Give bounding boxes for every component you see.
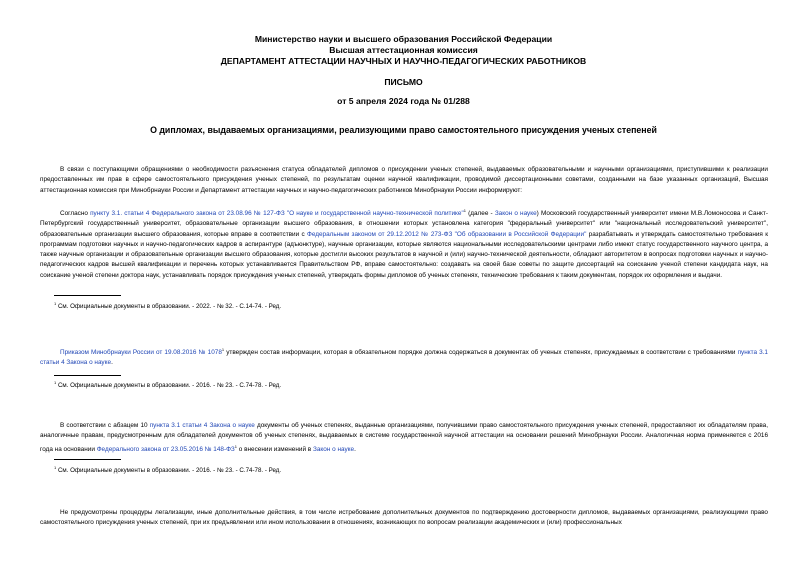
document-subject: О дипломах, выдаваемых организациями, реализующими право самостоятельного присуждения ученых степеней xyxy=(150,125,657,135)
article-4-link[interactable]: пункта 3.1 статьи 4 Закона о науке xyxy=(149,422,255,429)
footnote-3 xyxy=(54,465,281,474)
department-name: ДЕПАРТАМЕНТ АТТЕСТАЦИИ НАУЧНЫХ И НАУЧНО-ПЕДАГОГИЧЕСКИХ РАБОТНИКОВ xyxy=(220,56,587,66)
p3-text-2: . xyxy=(111,359,113,367)
ministry-name: Министерство науки и высшего образования Российской Федерации xyxy=(254,34,553,44)
article-4-link[interactable]: пункта 3.1 статьи 4 Закона о науке xyxy=(40,349,768,367)
paragraph-2 xyxy=(40,206,768,281)
p4-text-2: документы об ученых степенях, выданные организациями, получившими право самостоятельного присуждения ученых степеней, предоставляют их обладателям права, аналогичные правам, предусмотренным для обладателей документов об ученых степенях, выдаваемых в системе государственной научной аттестации на основании решений Минобрнауки России. Аналогичная норма применяется с 2016 года на основании xyxy=(40,422,768,453)
footnote-text: См. Официальные документы в образовании. - 2016. - № 23. - С.74-78. - Ред. xyxy=(56,382,282,389)
paragraph-5 xyxy=(40,508,768,529)
paragraph-5-text: Не предусмотрены процедуры легализации, иные дополнительные действия, в том числе истребование дополнительных документов по подтверждению достоверности дипломов, выдаваемых организациями, реализующими право самостоятельного присуждения ученых степеней, при их предъявлении или ином использовании в отношениях, возникающих по вопросам реализации академических и (или) профессиональных xyxy=(40,509,768,527)
footnote-mark: 1 xyxy=(54,301,57,306)
science-law-link[interactable]: Закон о науке xyxy=(312,445,355,453)
footnote-mark: 1 xyxy=(234,443,238,449)
p2-text-2: (далее - xyxy=(465,210,495,217)
p4-text-1: В соответствии с абзацем 10 xyxy=(60,422,150,429)
science-law-link[interactable]: Закон о науке xyxy=(494,210,537,217)
law-273fz-link[interactable]: Федеральным законом от 29.12.2012 № 273-ФЗ "Об образовании в Российской Федерации" xyxy=(306,230,587,238)
p2-text-3: ) Московский государственный университет имени М.В.Ломоносова и Санкт-Петербургский государственный университет, образовательные организации высшего образования, в отношении которых установлена категория "федеральный университет" или "национальный исследовательский университет", образовательные организации высшего образования, которые вправе в соответствии с xyxy=(40,210,768,238)
footnote-mark: 1 xyxy=(54,465,57,470)
footnote-mark: 1 xyxy=(221,347,225,352)
p2-text-1: Согласно xyxy=(60,210,91,217)
footnote-separator xyxy=(54,459,121,460)
p4-text-3: о внесении изменений в xyxy=(237,445,313,453)
law-148fz-link[interactable]: Федерального закона от 23.05.2016 № 148-ФЗ xyxy=(96,445,235,453)
p3-text-1: утвержден состав информации, которая в обязательном порядке должна содержаться в документах об ученых степенях, присуждаемых в соответствии с требованиями xyxy=(224,349,738,356)
p4-text-4: . xyxy=(354,445,356,453)
footnote-2 xyxy=(54,380,281,389)
law-127fz-link[interactable]: пункту 3.1. статьи 4 Федерального закона от 23.08.96 № 127-ФЗ "О науке и государственной научно-технической политике" xyxy=(90,210,464,217)
paragraph-3 xyxy=(40,345,768,369)
paragraph-1-text: В связи с поступающими обращениями о необходимости разъяснения статуса обладателей дипломов о присуждении ученых степеней, выдаваемых образовательными и научными организациями, приступившими к реализации предоставленных им прав в сфере самостоятельного присуждения ученых степеней, по результатам оценки научной квалификации, проводимой диссертационными советами, созданными на базе указанных организаций, Высшая аттестационная комиссия при Минобрнауки России и Департамент аттестации научных и научно-педагогических работников Минобрнауки России информируют: xyxy=(40,166,768,194)
p2-text-4: разрабатывать и утверждать самостоятельно требования к программам подготовки научных и научно-педагогических кадров в аспирантуре (адъюнктуре), научные организации, которые являются национальными исследовательскими центрами либо имеют статус государственного научного центра, а также научные организации и образовательные организации высшего образования, которые достигли высоких результатов в научной и (или) научно-технической деятельности, обладают авторитетом в вопросах подготовки научных и научно-педагогических кадров высшей квалификации и перечень которых устанавливается Правительством РФ, вправе самостоятельно: создавать на своей базе советы по защите диссертаций на соискание ученой степени кандидата наук, на соискание ученой степени доктора наук, устанавливать порядок присуждения ученых степеней, утверждать формы дипломов об ученых степенях, технические требования к таким документам, порядок их оформления и выдачи. xyxy=(40,230,768,279)
commission-name: Высшая аттестационная комиссия xyxy=(329,45,478,55)
document-type: ПИСЬМО xyxy=(384,77,423,87)
paragraph-1 xyxy=(40,165,768,196)
paragraph-4 xyxy=(40,421,768,455)
footnote-separator xyxy=(54,295,121,296)
footnote-text: См. Официальные документы в образовании. - 2016. - № 23. - С.74-78. - Ред. xyxy=(56,467,282,474)
footnote-1 xyxy=(54,301,281,310)
footnote-separator xyxy=(54,375,121,376)
footnote-text: См. Официальные документы в образовании. - 2022. - № 32. - С.14-74. - Ред. xyxy=(56,303,282,310)
document-date-number: от 5 апреля 2024 года № 01/288 xyxy=(337,96,470,106)
footnote-mark: 1 xyxy=(463,208,466,213)
order-1078-link[interactable]: Приказом Минобрнауки России от 19.08.2016 № 1078 xyxy=(60,349,222,356)
footnote-mark: 1 xyxy=(54,380,57,385)
